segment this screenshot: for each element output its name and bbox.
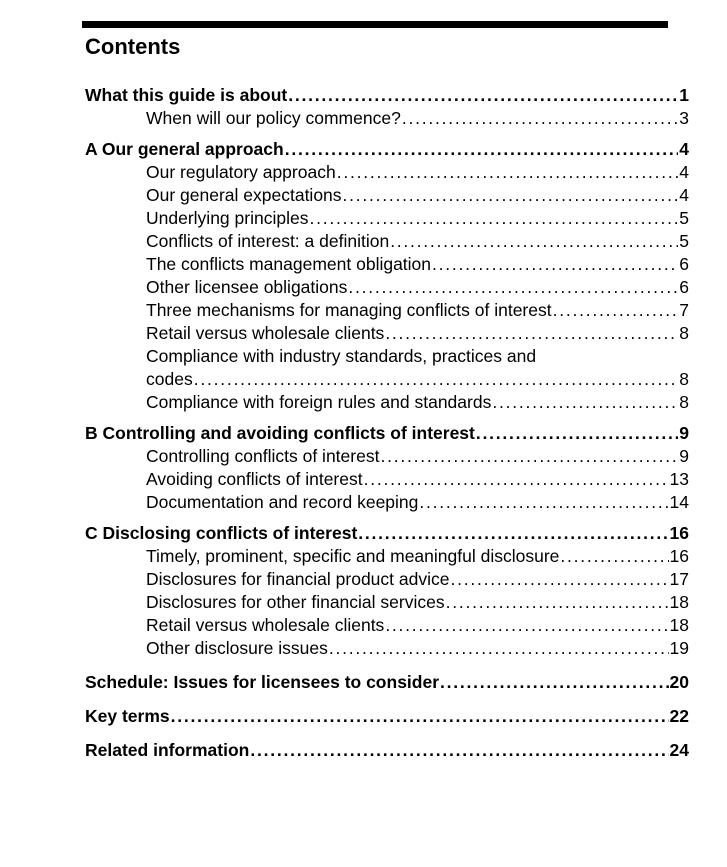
dot-leader [402, 107, 678, 130]
toc-entry-three-mechanisms[interactable] [85, 299, 689, 322]
toc-entry-key-terms[interactable] [85, 705, 689, 728]
toc-page-number: 13 [669, 469, 689, 489]
toc-page-number: 1 [679, 85, 689, 105]
toc-label: Retail versus wholesale clients [146, 323, 385, 343]
toc-label: Documentation and record keeping [146, 492, 419, 512]
toc-label: What this guide is about [85, 85, 288, 105]
toc-page-number: 17 [669, 569, 689, 589]
dot-leader [385, 322, 678, 345]
toc-page-number: 22 [669, 706, 689, 726]
toc-entry-what-this-guide-is-about[interactable] [85, 84, 689, 107]
toc-label: Conflicts of interest: a definition [146, 231, 390, 251]
toc-label: Key terms [85, 706, 170, 726]
dot-leader [358, 522, 668, 545]
toc-label: Timely, prominent, specific and meaningful disclosure [146, 546, 560, 566]
toc-label: Other licensee obligations [146, 277, 348, 297]
dot-leader [364, 468, 669, 491]
toc-entry-conflicts-management-obligation[interactable] [85, 253, 689, 276]
toc-page-number: 20 [669, 672, 689, 692]
toc-label: Disclosures for other financial services [146, 592, 445, 612]
dot-leader [390, 230, 678, 253]
toc-page-number: 18 [669, 592, 689, 612]
toc-page-number: 7 [679, 300, 689, 320]
toc-label: A Our general approach [85, 139, 284, 159]
toc-entry-underlying-principles[interactable] [85, 207, 689, 230]
toc-entry-other-licensee-obligations[interactable] [85, 276, 689, 299]
dot-leader [385, 614, 668, 637]
toc-page-number: 3 [679, 108, 689, 128]
dot-leader [560, 545, 668, 568]
toc-entry-avoiding-conflicts[interactable] [85, 468, 689, 491]
toc-label: C Disclosing conflicts of interest [85, 523, 358, 543]
toc-entry-timely-disclosure[interactable] [85, 545, 689, 568]
toc-label: codes [146, 369, 193, 389]
toc-label: B Controlling and avoiding conflicts of interest [85, 423, 475, 443]
toc-entry-controlling-avoiding[interactable] [85, 422, 689, 445]
toc-entry-documentation[interactable] [85, 491, 689, 514]
toc-entry-policy-commence[interactable] [85, 107, 689, 130]
toc-label: Disclosures for financial product advice [146, 569, 450, 589]
toc-page-number: 19 [669, 638, 689, 658]
dot-leader [492, 391, 678, 414]
dot-leader [380, 445, 678, 468]
top-rule [82, 21, 668, 28]
toc-page-number: 8 [679, 323, 689, 343]
dot-leader [343, 184, 679, 207]
toc-label: Underlying principles [146, 208, 309, 228]
dot-leader [337, 161, 679, 184]
toc-label-line1[interactable]: Compliance with industry standards, practices and [146, 346, 537, 366]
dot-leader [194, 368, 679, 391]
dot-leader [553, 299, 679, 322]
toc-page-number: 4 [679, 162, 689, 182]
toc-entry-retail-wholesale[interactable] [85, 322, 689, 345]
toc-page-number: 9 [679, 446, 689, 466]
dot-leader [432, 253, 678, 276]
toc-page-number: 9 [679, 423, 689, 443]
dot-leader [348, 276, 678, 299]
toc-label: Our regulatory approach [146, 162, 336, 182]
toc-entry-general-approach[interactable] [85, 138, 689, 161]
toc-label: The conflicts management obligation [146, 254, 432, 274]
toc-entry-industry-standards[interactable] [85, 368, 689, 391]
toc-label: Our general expectations [146, 185, 342, 205]
toc-label: When will our policy commence? [146, 108, 401, 128]
toc-label: Controlling conflicts of interest [146, 446, 380, 466]
toc-page-number: 6 [679, 277, 689, 297]
toc-entry-other-disclosure[interactable] [85, 637, 689, 660]
toc-page-number: 16 [669, 546, 689, 566]
toc-entry-disclosures-advice[interactable] [85, 568, 689, 591]
toc-page-number: 5 [679, 231, 689, 251]
toc-label: Schedule: Issues for licensees to consider [85, 672, 440, 692]
dot-leader [285, 138, 679, 161]
toc-entry-disclosures-other[interactable] [85, 591, 689, 614]
toc-label: Avoiding conflicts of interest [146, 469, 363, 489]
toc-label: Compliance with foreign rules and standards [146, 392, 492, 412]
toc-page-number: 14 [669, 492, 689, 512]
toc-entry-disclosing-conflicts[interactable] [85, 522, 689, 545]
dot-leader [419, 491, 668, 514]
dot-leader [329, 637, 669, 660]
toc-page-number: 6 [679, 254, 689, 274]
dot-leader [476, 422, 678, 445]
page-title: Contents [85, 34, 181, 59]
toc-page-number: 8 [679, 392, 689, 412]
dot-leader [446, 591, 669, 614]
toc-page-number: 18 [669, 615, 689, 635]
toc-page-number: 4 [679, 185, 689, 205]
toc-entry-general-expectations[interactable] [85, 184, 689, 207]
toc-entry-retail-wholesale-2[interactable] [85, 614, 689, 637]
dot-leader [450, 568, 668, 591]
toc-label: Three mechanisms for managing conflicts of interest [146, 300, 552, 320]
toc-label: Related information [85, 740, 250, 760]
toc-entry-foreign-rules[interactable] [85, 391, 689, 414]
toc-page-number: 8 [679, 369, 689, 389]
dot-leader [309, 207, 678, 230]
toc-label: Other disclosure issues [146, 638, 328, 658]
toc-entry-related-information[interactable] [85, 739, 689, 762]
toc-entry-conflicts-definition[interactable] [85, 230, 689, 253]
dot-leader [250, 739, 668, 762]
dot-leader [440, 671, 669, 694]
toc-page-number: 24 [669, 740, 689, 760]
toc-page-number: 4 [679, 139, 689, 159]
toc-label: Retail versus wholesale clients [146, 615, 385, 635]
dot-leader [288, 84, 678, 107]
toc-entry-regulatory-approach[interactable] [85, 161, 689, 184]
toc-entry-controlling-conflicts[interactable] [85, 445, 689, 468]
toc-entry-schedule[interactable] [85, 671, 689, 694]
toc-page-number: 5 [679, 208, 689, 228]
table-of-contents [85, 84, 689, 762]
toc-page-number: 16 [669, 523, 689, 543]
dot-leader [171, 705, 669, 728]
